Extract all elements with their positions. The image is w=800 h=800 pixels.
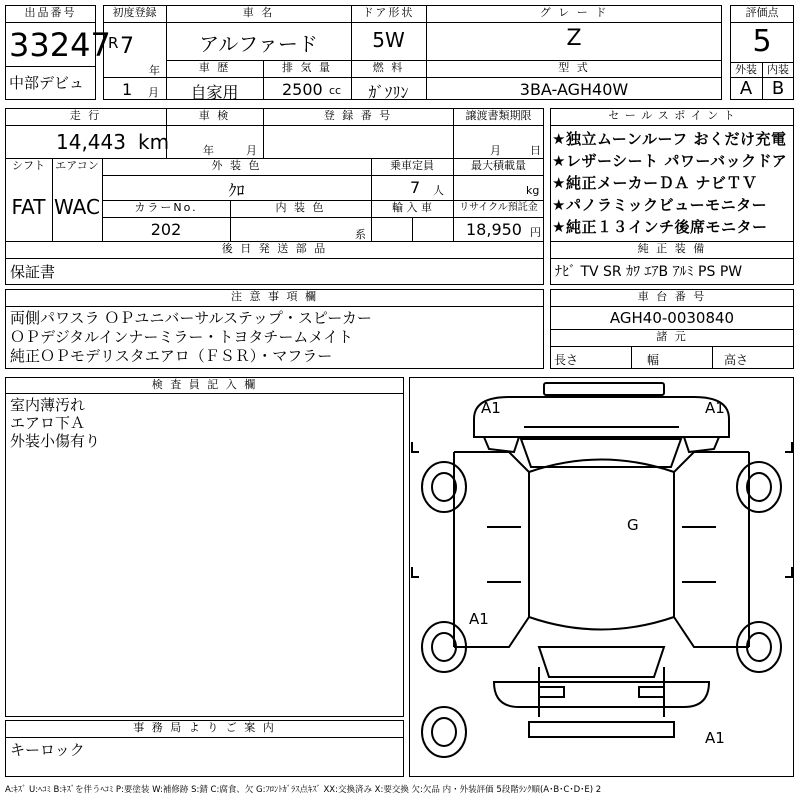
damage-mark-glass: G	[627, 516, 639, 534]
office-text: キーロック	[10, 741, 85, 759]
inspector-line: 室内薄汚れ	[10, 396, 86, 414]
car-name: アルファード	[199, 32, 318, 56]
chassis-number: AGH40-0030840	[609, 309, 735, 327]
year-unit: 年	[149, 64, 160, 77]
recycle: 18,950	[466, 220, 522, 239]
spec-label: 諸 元	[656, 330, 688, 343]
note-line: 純正ＯＰモデリスタエアロ（ＦＳＲ）・マフラー	[10, 347, 333, 365]
load-unit: kg	[526, 184, 540, 197]
transfer-month-unit: 月	[490, 144, 501, 157]
colorno: 202	[150, 220, 182, 239]
ac-label: エアコン	[55, 159, 99, 172]
length-label: 長さ	[554, 353, 579, 367]
capacity: 7	[410, 178, 421, 197]
plate-label: 登 録 番 号	[323, 109, 393, 122]
inspect-year-unit: 年	[203, 144, 214, 157]
damage-mark-front-left: A1	[481, 399, 501, 417]
fuel: ｶﾞｿﾘﾝ	[368, 83, 409, 102]
history: 自家用	[190, 83, 239, 102]
width-label: 幅	[647, 353, 660, 367]
int-score: B	[771, 78, 785, 99]
sales-label: セ ー ル ス ポ イ ン ト	[608, 109, 736, 122]
grade: Z	[566, 26, 582, 51]
color: ｸﾛ	[228, 181, 245, 200]
name-label: 車 名	[242, 6, 275, 19]
ext-score: A	[739, 78, 753, 99]
aircon: WAC	[54, 195, 100, 219]
inspect-label: 車 検	[198, 109, 231, 122]
damage-mark-front-right: A1	[705, 399, 725, 417]
lot-number: 33247	[9, 26, 111, 64]
color-label: 外 装 色	[211, 159, 262, 172]
equipment: ﾅﾋﾞ TV SR ｶﾜ ｴｱB ｱﾙﾐ PS PW	[555, 264, 743, 280]
debut-label: 中部デビュ	[9, 74, 85, 92]
later-parts: 保証書	[10, 263, 56, 281]
inspector-lines	[10, 396, 100, 450]
damage-mark-rear: A1	[705, 729, 725, 747]
door-type: 5W	[372, 28, 405, 52]
mileage-label: 走 行	[69, 109, 102, 122]
disp-unit: cc	[329, 84, 342, 97]
reg-year: 7	[120, 34, 134, 59]
inspector-line: 外装小傷有り	[10, 432, 101, 450]
fuel-label: 燃 料	[372, 61, 405, 74]
sales-point: ★パノラミックビューモニター	[552, 196, 768, 214]
int-label: 内装	[767, 63, 789, 76]
sales-point: ★純正１３インチ後席モニター	[552, 218, 768, 236]
intcolor-label: 内 装 色	[275, 201, 326, 214]
legend-footer: A:ｷｽﾞ U:ﾍｺﾐ B:ｷｽﾞを伴うﾍｺﾐ P:要塗装 W:補修跡 S:錆 C:腐食、欠 G:ﾌﾛﾝﾄｶﾞﾗｽ点ｷｽﾞ XX:交換済み X:要交換 欠:欠品 内・外装評価 5段階ﾗﾝｸ順(A･B･C･D･E) 2	[5, 785, 602, 795]
recycle-label: リサイクル預託金	[459, 202, 538, 213]
later-label: 後 日 発 送 部 品	[221, 242, 328, 255]
note-line: 両側パワスラ ＯＰユニバーサルステップ・スピーカー	[10, 309, 372, 327]
inspector-line: エアロ下Ａ	[10, 414, 86, 432]
disp-label: 排 気 量	[282, 61, 332, 74]
grade-label: グ レ ー ド	[539, 6, 609, 19]
lot-label: 出品番号	[24, 6, 77, 19]
height-label: 高さ	[724, 353, 749, 367]
transfer-day-unit: 日	[530, 144, 541, 157]
mileage-unit: km	[138, 130, 170, 154]
mileage: 14,443	[56, 130, 126, 154]
model-label: 型 式	[558, 61, 590, 74]
shift: FAT	[11, 195, 46, 219]
sales-point: ★レザーシート パワーバックドア	[552, 152, 788, 170]
door-label: ドア形状	[362, 6, 415, 19]
inspect-month-unit: 月	[246, 144, 257, 157]
load-label: 最大積載量	[471, 159, 526, 172]
notes-label: 注 意 事 項 欄	[231, 290, 318, 303]
equip-label: 純 正 装 備	[637, 242, 707, 255]
damage-mark-rear-left: A1	[469, 610, 489, 628]
capacity-label: 乗車定員	[390, 159, 434, 172]
capacity-unit: 人	[433, 184, 444, 197]
history-label: 車 歴	[198, 61, 231, 74]
note-line: ＯＰデジタルインナーミラー・トヨタチームメイト	[10, 328, 354, 346]
office-label: 事 務 局 よ り ご 案 内	[133, 721, 276, 734]
transfer-label: 譲渡書類期限	[465, 109, 532, 122]
recycle-unit: 円	[530, 226, 541, 239]
import-label: 輸 入 車	[392, 201, 432, 214]
reg-era: R	[108, 34, 119, 52]
ext-label: 外装	[735, 63, 757, 76]
car-diagram	[409, 377, 794, 777]
colorno-label: カラーNo.	[134, 201, 198, 214]
month-unit: 月	[148, 86, 159, 99]
displacement: 2500	[282, 80, 323, 99]
score-label: 評価点	[745, 6, 779, 19]
notes-lines	[10, 309, 372, 366]
sales-point: ★独立ムーンルーフ おくだけ充電	[552, 130, 787, 148]
sales-points	[552, 128, 787, 238]
shift-label: シフト	[12, 159, 45, 172]
model-code: 3BA-AGH40W	[519, 80, 629, 99]
score: 5	[752, 24, 772, 59]
reg-label: 初度登録	[112, 6, 157, 19]
reg-month: 1	[122, 80, 133, 99]
intcolor-unit: 系	[355, 228, 366, 241]
chassis-label: 車 台 番 号	[637, 290, 707, 303]
inspector-label: 検 査 員 記 入 欄	[151, 378, 258, 391]
sales-point: ★純正メーカーＤＡ ナビＴＶ	[552, 174, 758, 192]
